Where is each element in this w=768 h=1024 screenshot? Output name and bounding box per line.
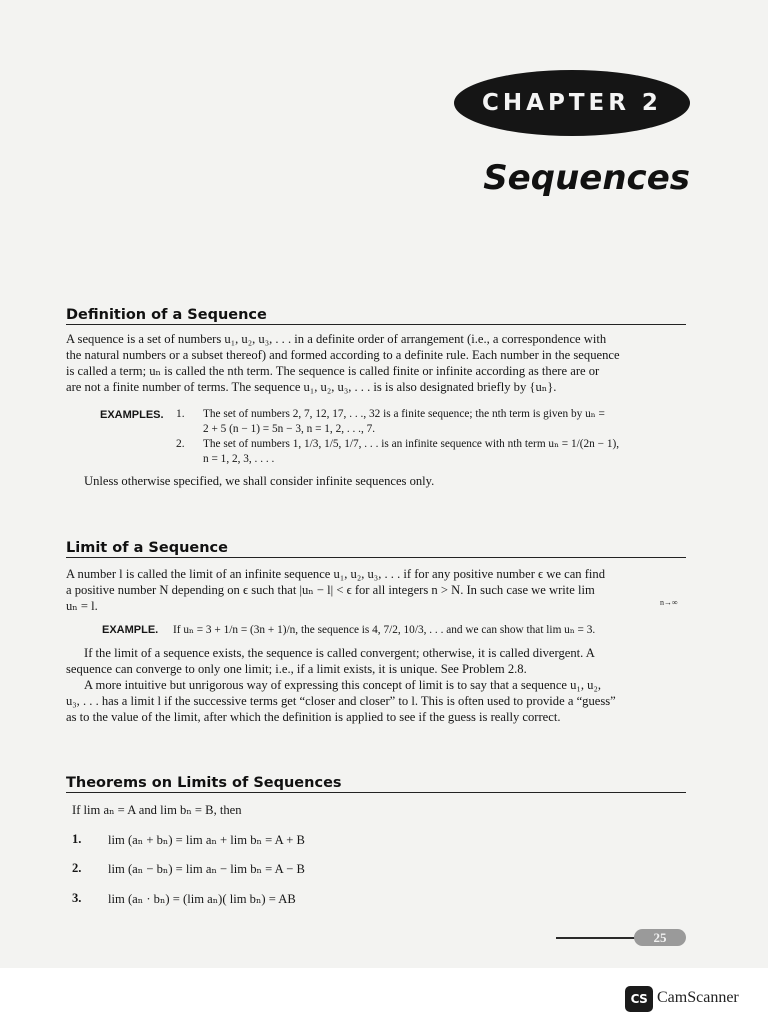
theorems-intro: If lim aₙ = A and lim bₙ = B, then [72, 803, 242, 817]
limit-line: A number l is called the limit of an infinite sequence u₁, u₂, u₃, . . . if for any positive number ϵ we can find [66, 567, 606, 581]
example-number: 1. [176, 408, 185, 420]
theorem-text: lim (aₙ − bₙ) = lim aₙ − lim bₙ = A − B [108, 862, 305, 876]
example-line: 2 + 5 (n − 1) = 5n − 3, n = 1, 2, . . ., 7. [203, 423, 376, 435]
page-number: 25 [634, 929, 686, 946]
section-heading-limit: Limit of a Sequence [66, 540, 686, 558]
limit-example-text: If uₙ = 3 + 1/n = (3n + 1)/n, the sequence is 4, 7/2, 10/3, . . . and we can show that lim uₙ = 3. [173, 624, 596, 636]
limit-paragraph [66, 566, 688, 614]
examples-label: EXAMPLES. [100, 409, 164, 421]
convergence-paragraph [66, 645, 688, 677]
definition-line: the natural numbers or a subset thereof) and formed according to a definite rule. Each number in the sequence [66, 348, 620, 362]
theorem-text: lim (aₙ · bₙ) = (lim aₙ)( lim bₙ) = AB [108, 892, 296, 906]
section-heading-definition: Definition of a Sequence [66, 307, 686, 325]
convergence-line: sequence can converge to only one limit; i.e., if a limit exists, it is unique. See Problem 2.8. [66, 662, 527, 676]
intuition-line: as to the value of the limit, after which the definition is applied to see if the guess is really correct. [66, 710, 561, 724]
chapter-badge [454, 70, 690, 136]
example-label: EXAMPLE. [102, 624, 159, 636]
definition-paragraph [66, 331, 688, 395]
camscanner-logo-icon [625, 986, 653, 1012]
definition-note: Unless otherwise specified, we shall consider infinite sequences only. [84, 474, 435, 488]
definition-line: is called a term; uₙ is called the nth term. The sequence is called finite or infinite according as there are or [66, 364, 600, 378]
camscanner-logo-text: CS [630, 992, 648, 1006]
example-number: 2. [176, 438, 185, 450]
intuition-paragraph [66, 677, 688, 725]
example-line: The set of numbers 2, 7, 12, 17, . . ., 32 is a finite sequence; the nth term is given by uₙ = [203, 408, 605, 420]
example-line: The set of numbers 1, 1/3, 1/5, 1/7, . . . is an infinite sequence with nth term uₙ = 1/(2n − 1), [203, 438, 620, 450]
theorem-number: 2. [72, 861, 82, 875]
chapter-title: Sequences [483, 158, 690, 198]
section-heading-theorems: Theorems on Limits of Sequences [66, 775, 686, 793]
lim-subscript: n→∞ [660, 598, 678, 607]
intuition-line: u₃, . . . has a limit l if the successive terms get “closer and closer” to l. This is often used to provide a “guess” [66, 694, 616, 708]
chapter-label: CHAPTER 2 [482, 90, 662, 116]
example-text [203, 437, 619, 467]
limit-line: a positive number N depending on ϵ such that |uₙ − l| < ϵ for all integers n > N. In such case we write lim [66, 583, 595, 597]
page-number-rule [556, 937, 638, 939]
convergence-line: If the limit of a sequence exists, the sequence is called convergent; otherwise, it is called divergent. A [84, 646, 595, 660]
example-line: n = 1, 2, 3, . . . . [203, 453, 275, 465]
definition-line: A sequence is a set of numbers u₁, u₂, u₃, . . . in a definite order of arrangement (i.e., a correspondence with [66, 332, 607, 346]
camscanner-brand: CamScanner [657, 989, 739, 1006]
definition-line: are not a finite number of terms. The sequence u₁, u₂, u₃, . . . is is also designated briefly by {uₙ}. [66, 380, 557, 394]
example-text [203, 407, 605, 437]
limit-line: uₙ = l. [66, 599, 98, 613]
theorem-number: 3. [72, 891, 82, 905]
intuition-line: A more intuitive but unrigorous way of expressing this concept of limit is to say that a sequence u₁, u₂, [84, 678, 601, 692]
theorem-text: lim (aₙ + bₙ) = lim aₙ + lim bₙ = A + B [108, 833, 305, 847]
theorem-number: 1. [72, 832, 82, 846]
